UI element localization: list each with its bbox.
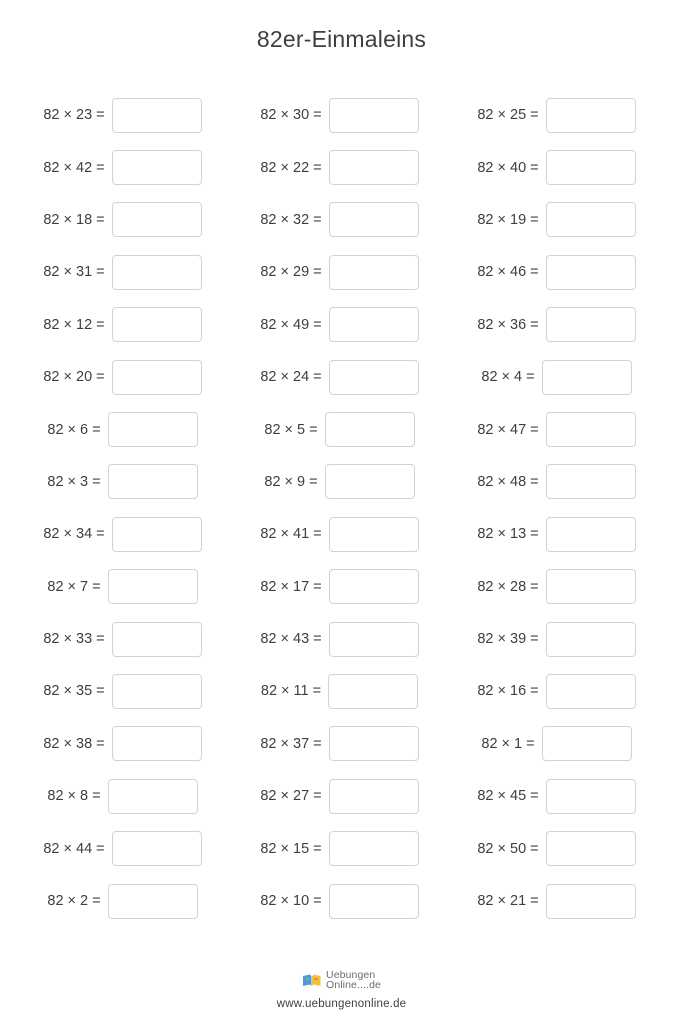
problem-cell [14, 246, 231, 298]
answer-input[interactable] [329, 517, 419, 552]
problem-expression: 82 × 9 = [264, 473, 318, 490]
problem-cell [448, 351, 665, 403]
problem-expression: 82 × 47 = [477, 421, 539, 438]
answer-input[interactable] [546, 779, 636, 814]
problem-expression: 82 × 50 = [477, 840, 539, 857]
answer-input[interactable] [329, 98, 419, 133]
answer-input[interactable] [546, 150, 636, 185]
problem-cell [231, 561, 448, 613]
problem-expression: 82 × 31 = [43, 264, 105, 281]
problem-expression: 82 × 23 = [43, 107, 105, 124]
answer-input[interactable] [329, 307, 419, 342]
answer-input[interactable] [112, 622, 202, 657]
problem-expression: 82 × 6 = [47, 421, 101, 438]
problem-expression: 82 × 7 = [47, 578, 101, 595]
answer-input[interactable] [329, 569, 419, 604]
problem-cell [448, 561, 665, 613]
problem-expression: 82 × 18 = [43, 211, 105, 228]
problem-cell [231, 822, 448, 874]
problem-cell [14, 141, 231, 193]
problem-cell [231, 403, 448, 455]
answer-input[interactable] [325, 412, 415, 447]
problem-cell [231, 875, 448, 927]
problem-expression: 82 × 1 = [481, 735, 535, 752]
problem-expression: 82 × 16 = [477, 683, 539, 700]
problem-cell [448, 613, 665, 665]
problem-cell [231, 246, 448, 298]
answer-input[interactable] [329, 622, 419, 657]
logo-line-2: Online....de [326, 979, 381, 992]
problem-cell [231, 508, 448, 560]
answer-input[interactable] [329, 360, 419, 395]
problem-expression: 82 × 29 = [260, 264, 322, 281]
problem-cell [14, 665, 231, 717]
problem-expression: 82 × 13 = [477, 526, 539, 543]
problem-expression: 82 × 44 = [43, 840, 105, 857]
answer-input[interactable] [546, 569, 636, 604]
problem-cell [14, 508, 231, 560]
problem-cell [231, 770, 448, 822]
problem-cell [448, 508, 665, 560]
problem-expression: 82 × 46 = [477, 264, 539, 281]
problem-expression: 82 × 24 = [260, 369, 322, 386]
problem-cell [448, 718, 665, 770]
answer-input[interactable] [546, 517, 636, 552]
problem-expression: 82 × 43 = [260, 631, 322, 648]
problem-expression: 82 × 45 = [477, 788, 539, 805]
problem-cell [231, 141, 448, 193]
logo-line-1: Uebungen [326, 968, 376, 981]
problem-cell [14, 89, 231, 141]
answer-input[interactable] [546, 674, 636, 709]
answer-input[interactable] [108, 412, 198, 447]
problem-cell [448, 770, 665, 822]
problem-expression: 82 × 36 = [477, 316, 539, 333]
problem-expression: 82 × 27 = [260, 788, 322, 805]
problem-expression: 82 × 4 = [481, 369, 535, 386]
answer-input[interactable] [112, 674, 202, 709]
problem-cell [448, 89, 665, 141]
site-logo[interactable] [302, 970, 381, 991]
problem-expression: 82 × 34 = [43, 526, 105, 543]
answer-input[interactable] [546, 622, 636, 657]
problem-cell [14, 822, 231, 874]
answer-input[interactable] [328, 674, 418, 709]
answer-input[interactable] [546, 98, 636, 133]
answer-input[interactable] [112, 360, 202, 395]
problem-cell [231, 194, 448, 246]
problem-expression: 82 × 38 = [43, 735, 105, 752]
problem-cell [14, 561, 231, 613]
problem-cell [448, 299, 665, 351]
problem-expression: 82 × 32 = [260, 211, 322, 228]
problem-expression: 82 × 5 = [264, 421, 318, 438]
problem-expression: 82 × 48 = [477, 473, 539, 490]
problem-cell [231, 351, 448, 403]
problem-expression: 82 × 28 = [477, 578, 539, 595]
answer-input[interactable] [112, 98, 202, 133]
answer-input[interactable] [546, 884, 636, 919]
problem-cell [14, 613, 231, 665]
problem-expression: 82 × 2 = [47, 893, 101, 910]
problem-cell [14, 770, 231, 822]
problem-expression: 82 × 42 = [43, 159, 105, 176]
problem-expression: 82 × 8 = [47, 788, 101, 805]
answer-input[interactable] [108, 569, 198, 604]
problem-cell [448, 822, 665, 874]
problem-expression: 82 × 39 = [477, 631, 539, 648]
answer-input[interactable] [546, 831, 636, 866]
problem-expression: 82 × 21 = [477, 893, 539, 910]
problem-expression: 82 × 30 = [260, 107, 322, 124]
answer-input[interactable] [542, 360, 632, 395]
problem-cell [14, 403, 231, 455]
problem-cell [448, 194, 665, 246]
problem-cell [448, 141, 665, 193]
problem-expression: 82 × 15 = [260, 840, 322, 857]
problem-cell [14, 194, 231, 246]
answer-input[interactable] [546, 464, 636, 499]
problem-expression: 82 × 37 = [260, 735, 322, 752]
problem-cell [231, 89, 448, 141]
problem-expression: 82 × 35 = [43, 683, 105, 700]
problem-expression: 82 × 33 = [43, 631, 105, 648]
problem-expression: 82 × 3 = [47, 473, 101, 490]
problem-cell [14, 299, 231, 351]
answer-input[interactable] [112, 726, 202, 761]
answer-input[interactable] [112, 831, 202, 866]
problem-cell [14, 351, 231, 403]
problem-expression: 82 × 41 = [260, 526, 322, 543]
problem-expression: 82 × 40 = [477, 159, 539, 176]
answer-input[interactable] [112, 307, 202, 342]
open-book-icon [302, 973, 322, 988]
problem-cell [231, 665, 448, 717]
answer-input[interactable] [329, 779, 419, 814]
answer-input[interactable] [112, 517, 202, 552]
problem-expression: 82 × 25 = [477, 107, 539, 124]
problem-expression: 82 × 17 = [260, 578, 322, 595]
problem-expression: 82 × 11 = [260, 683, 322, 700]
problem-cell [231, 718, 448, 770]
site-url: www.uebungenonline.de [276, 998, 407, 1010]
answer-input[interactable] [108, 464, 198, 499]
answer-input[interactable] [546, 202, 636, 237]
problem-cell [14, 456, 231, 508]
problem-cell [448, 403, 665, 455]
page-footer [0, 970, 683, 1010]
answer-input[interactable] [546, 412, 636, 447]
problem-cell [448, 246, 665, 298]
problem-cell [448, 665, 665, 717]
problem-cell [231, 613, 448, 665]
problem-cell [448, 875, 665, 927]
answer-input[interactable] [112, 255, 202, 290]
answer-input[interactable] [329, 831, 419, 866]
problem-expression: 82 × 22 = [260, 159, 322, 176]
answer-input[interactable] [325, 464, 415, 499]
problem-cell [14, 875, 231, 927]
logo-wordmark [326, 970, 381, 991]
answer-input[interactable] [546, 307, 636, 342]
problem-expression: 82 × 12 = [43, 316, 105, 333]
answer-input[interactable] [329, 202, 419, 237]
problem-expression: 82 × 20 = [43, 369, 105, 386]
problem-cell [448, 456, 665, 508]
problem-expression: 82 × 19 = [477, 211, 539, 228]
answer-input[interactable] [108, 779, 198, 814]
problems-grid [0, 89, 683, 927]
answer-input[interactable] [546, 255, 636, 290]
answer-input[interactable] [108, 884, 198, 919]
answer-input[interactable] [112, 202, 202, 237]
answer-input[interactable] [329, 726, 419, 761]
problem-cell [14, 718, 231, 770]
answer-input[interactable] [542, 726, 632, 761]
problem-expression: 82 × 49 = [260, 316, 322, 333]
answer-input[interactable] [329, 150, 419, 185]
problem-cell [231, 299, 448, 351]
problem-expression: 82 × 10 = [260, 893, 322, 910]
problem-cell [231, 456, 448, 508]
answer-input[interactable] [112, 150, 202, 185]
answer-input[interactable] [329, 884, 419, 919]
page-title: 82er-Einmaleins [256, 26, 427, 52]
answer-input[interactable] [329, 255, 419, 290]
